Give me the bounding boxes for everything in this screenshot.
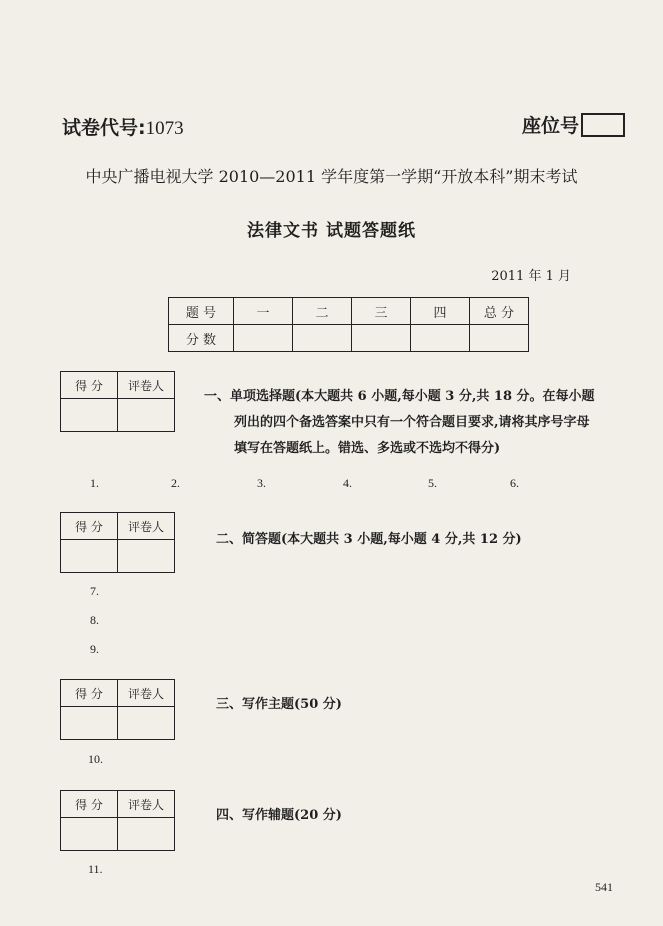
score-table-cell: 一 <box>234 298 293 325</box>
grader-name-label: 评卷人 <box>118 680 175 707</box>
grader-name-label: 评卷人 <box>118 791 175 818</box>
section-1 <box>204 384 624 462</box>
page-number: 541 <box>595 880 613 894</box>
section-1-title: 一、单项选择题(本大题共 6 小题,每小题 3 分,共 18 分。在每小题 <box>204 389 595 404</box>
grader-box <box>60 371 175 432</box>
grader-score-label: 得 分 <box>61 372 118 399</box>
paper-code <box>62 113 184 140</box>
answer-number: 11. <box>88 862 103 876</box>
score-table-score-row <box>169 325 529 352</box>
section-3-title: 三、写作主题(50 分) <box>216 697 342 712</box>
grader-score-cell[interactable] <box>61 540 118 573</box>
answer-number: 5. <box>428 476 437 490</box>
grader-box <box>60 790 175 851</box>
answer-number: 4. <box>343 476 352 490</box>
section-4-title: 四、写作辅题(20 分) <box>216 808 342 823</box>
score-cell[interactable] <box>411 325 470 352</box>
answer-number: 3. <box>257 476 266 490</box>
answer-number: 9. <box>90 642 99 656</box>
grader-box <box>60 512 175 573</box>
score-cell[interactable] <box>352 325 411 352</box>
score-cell[interactable] <box>470 325 529 352</box>
grader-score-label: 得 分 <box>61 513 118 540</box>
grader-name-cell[interactable] <box>118 399 175 432</box>
paper-code-value: 1073 <box>145 118 184 139</box>
score-table-cell: 题 号 <box>169 298 234 325</box>
answer-number: 8. <box>90 613 99 627</box>
grader-name-cell[interactable] <box>118 818 175 851</box>
grader-score-cell[interactable] <box>61 399 118 432</box>
grader-name-cell[interactable] <box>118 540 175 573</box>
answer-number: 10. <box>88 752 103 766</box>
paper-code-label: 试卷代号: <box>62 117 146 139</box>
exam-title: 中央广播电视大学 2010—2011 学年度第一学期“开放本科”期末考试 <box>85 167 578 186</box>
answer-number: 2. <box>171 476 180 490</box>
answer-number: 1. <box>90 476 99 490</box>
answer-number: 7. <box>90 584 99 598</box>
score-table <box>168 297 529 352</box>
grader-name-label: 评卷人 <box>118 372 175 399</box>
seat-number <box>522 111 625 138</box>
grader-score-cell[interactable] <box>61 707 118 740</box>
exam-date: 2011 年 1 月 <box>491 269 571 284</box>
section-1-instruction: 填写在答题纸上。错选、多选或不选均不得分) <box>234 441 501 456</box>
grader-score-cell[interactable] <box>61 818 118 851</box>
grader-box <box>60 679 175 740</box>
score-table-cell: 三 <box>352 298 411 325</box>
seat-number-box[interactable] <box>581 113 625 137</box>
score-table-cell: 四 <box>411 298 470 325</box>
grader-score-label: 得 分 <box>61 791 118 818</box>
section-1-instruction: 列出的四个备选答案中只有一个符合题目要求,请将其序号字母 <box>234 415 590 430</box>
grader-score-label: 得 分 <box>61 680 118 707</box>
answer-number: 6. <box>510 476 519 490</box>
section-2-title: 二、简答题(本大题共 3 小题,每小题 4 分,共 12 分) <box>216 532 522 547</box>
score-table-cell: 总 分 <box>470 298 529 325</box>
seat-number-label: 座位号 <box>522 115 580 137</box>
score-cell[interactable] <box>293 325 352 352</box>
score-table-cell: 分 数 <box>169 325 234 352</box>
score-cell[interactable] <box>234 325 293 352</box>
subject-title: 法律文书 试题答题纸 <box>247 221 416 241</box>
score-table-header-row <box>169 298 529 325</box>
grader-name-cell[interactable] <box>118 707 175 740</box>
grader-name-label: 评卷人 <box>118 513 175 540</box>
score-table-cell: 二 <box>293 298 352 325</box>
